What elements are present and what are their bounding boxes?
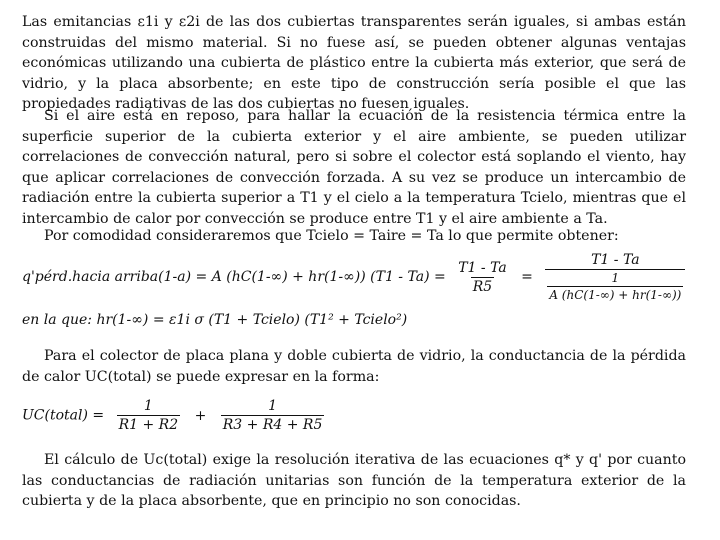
- equation-heat-loss: [22, 252, 685, 302]
- fraction-r3-r4-r5-denominator: R3 + R4 + R5: [222, 417, 323, 433]
- inner-fraction-denominator: A (hC(1-∞) + hr(1-∞)): [549, 288, 682, 302]
- fraction-r5-numerator: T1 - Ta: [458, 259, 507, 276]
- fraction-r3-r4-r5: [221, 398, 325, 433]
- equation-heat-loss-lhs: q'pérd.hacia arriba(1-a) = A (hC(1-∞) + hr(1-∞)) (T1 - Ta) =: [22, 269, 446, 285]
- fraction-conductance-numerator: T1 - Ta: [591, 252, 640, 268]
- paragraph-iterative-calc: El cálculo de Uc(total) exige la resolución iterativa de las ecuaciones q* y q' por cuanto las conductancias de radiación unitarias son función de la temperatura exterior de la cubierta y de la placa absorbente, que en principio no son conocidas.: [22, 452, 686, 509]
- equation-total-conductance-lhs: UC(total) =: [22, 407, 105, 424]
- fraction-r5: [456, 260, 508, 295]
- plus-sign: +: [194, 407, 207, 424]
- fraction-r1-r2: [117, 398, 181, 433]
- paragraph-air-resistance: Si el aire está en reposo, para hallar la ecuación de la resistencia térmica entre la superficie superior de la cubierta exterior y el aire ambiente, se pueden utilizar correlaciones de convección natural, pero si sobre el colector está soplando el viento, hay que aplicar correlaciones de convección forzada. A su vez se produce un intercambio de radiación entre la cubierta superior a T1 y el cielo a la temperatura Tcielo, mientras que el intercambio de calor por convección se produce entre T1 y el aire ambiente a Ta.: [22, 108, 686, 227]
- equation-radiation-coefficient: en la que: hr(1-∞) = ε1i σ (T1 + Tcielo) (T1² + Tcielo²): [22, 312, 408, 328]
- paragraph-assumption: Por comodidad consideraremos que Tcielo = Taire = Ta lo que permite obtener:: [44, 228, 619, 244]
- paragraph-conductance: Para el colector de placa plana y doble cubierta de vidrio, la conductancia de la pérdida de calor UC(total) se puede expresar en la forma:: [22, 348, 686, 385]
- fraction-r3-r4-r5-numerator: 1: [268, 398, 278, 414]
- paragraph-emittances: Las emitancias ε1i y ε2i de las dos cubiertas transparentes serán iguales, si ambas están construidas del mismo material. Si no fuese así, se pueden obtener algunas ventajas económicas utilizando una cubierta de plástico entre la cubierta más exterior, que será de vidrio, y la placa absorbente; en este tipo de construcción sería posible el que las propiedades radiativas de las dos cubiertas no fuesen iguales.: [22, 14, 686, 112]
- equation-total-conductance: [22, 398, 324, 433]
- inner-fraction-numerator: 1: [611, 271, 620, 285]
- equals-sign: =: [521, 269, 533, 285]
- fraction-r1-r2-numerator: 1: [143, 398, 153, 414]
- fraction-r5-denominator: R5: [472, 278, 493, 295]
- fraction-r1-r2-denominator: R1 + R2: [118, 417, 179, 433]
- fraction-conductance-denominator: [545, 269, 685, 302]
- fraction-conductance: [545, 252, 685, 302]
